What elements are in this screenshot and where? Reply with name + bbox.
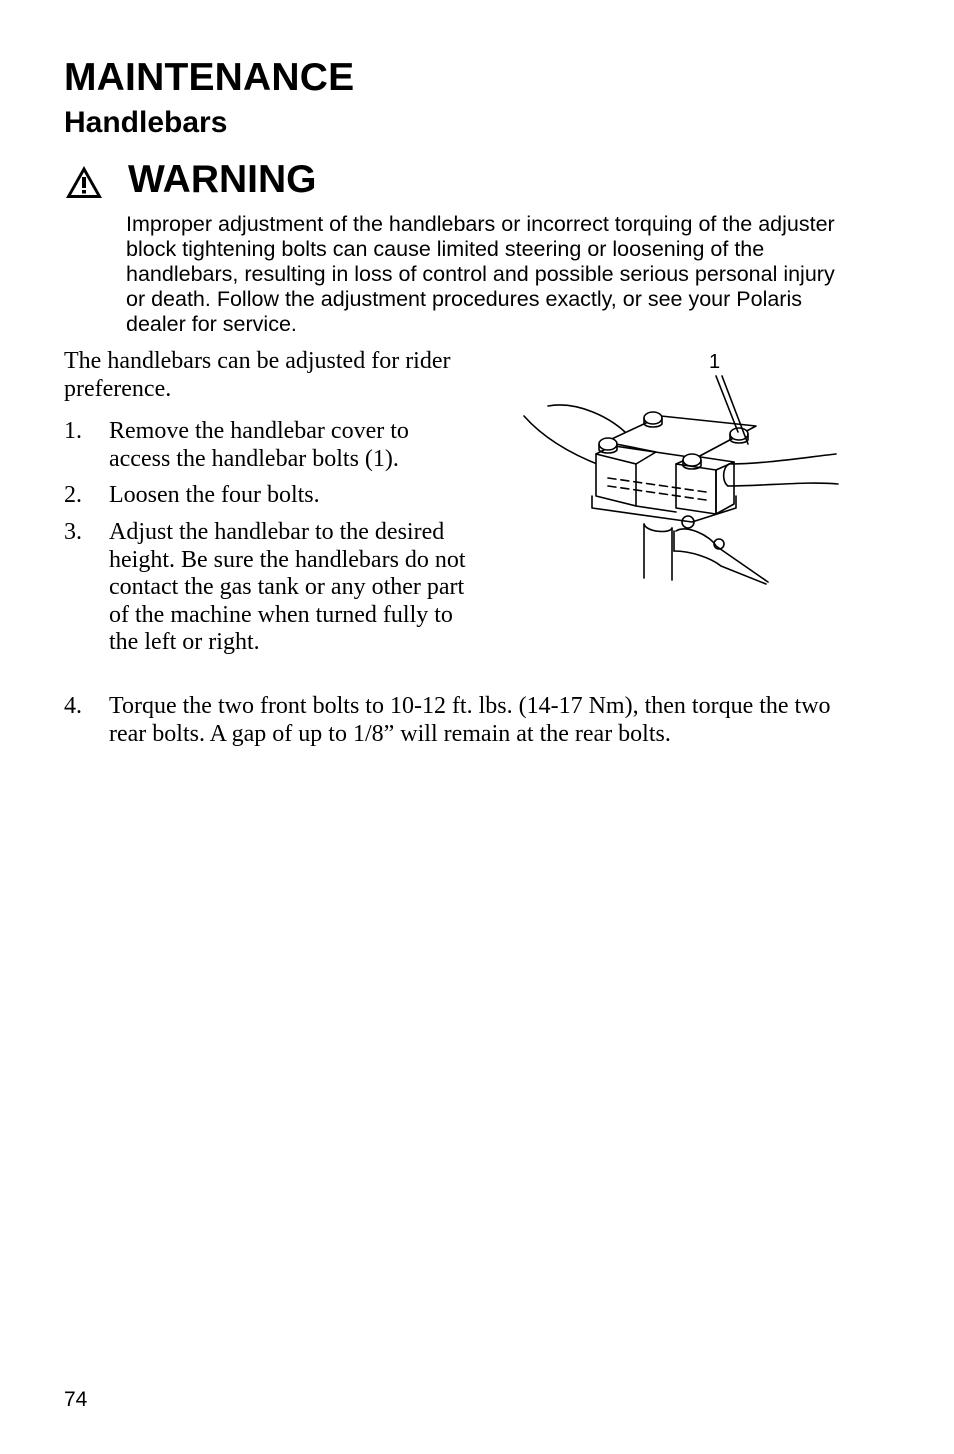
page-number: 74 — [64, 1388, 88, 1411]
callout-label: 1 — [709, 351, 721, 373]
warning-triangle-icon — [64, 164, 104, 200]
handlebar-clamp-illustration — [516, 346, 846, 586]
step-number: 1. — [64, 418, 82, 444]
step-number: 2. — [64, 482, 82, 508]
step-text: Adjust the handlebar to the desired height. Be sure the handlebars do not contact the gas tank or any other part of the machine when turned fully to the left or right. — [109, 519, 466, 655]
section-title: MAINTENANCE — [64, 56, 355, 99]
step-text: Loosen the four bolts. — [109, 482, 320, 508]
step-text: Remove the handlebar cover to access the handlebar bolts (1). — [109, 418, 409, 472]
step-number: 3. — [64, 519, 82, 545]
warning-title: WARNING — [128, 158, 317, 201]
step-number: 4. — [64, 693, 82, 719]
step-text: Torque the two front bolts to 10-12 ft. lbs. (14-17 Nm), then torque the two rear bolts. A gap of up to 1/8” will remain at the rear bolts. — [109, 693, 831, 747]
subsection-title: Handlebars — [64, 106, 228, 139]
warning-text: Improper adjustment of the handlebars or incorrect torquing of the adjuster block tightening bolts can cause limited steering or loosening of the handlebars, resulting in loss of control and possible serious personal injury or death. Follow the adjustment procedures exactly, or see your Polaris dealer for service. — [126, 212, 835, 336]
intro-paragraph: The handlebars can be adjusted for rider preference. — [64, 348, 451, 402]
